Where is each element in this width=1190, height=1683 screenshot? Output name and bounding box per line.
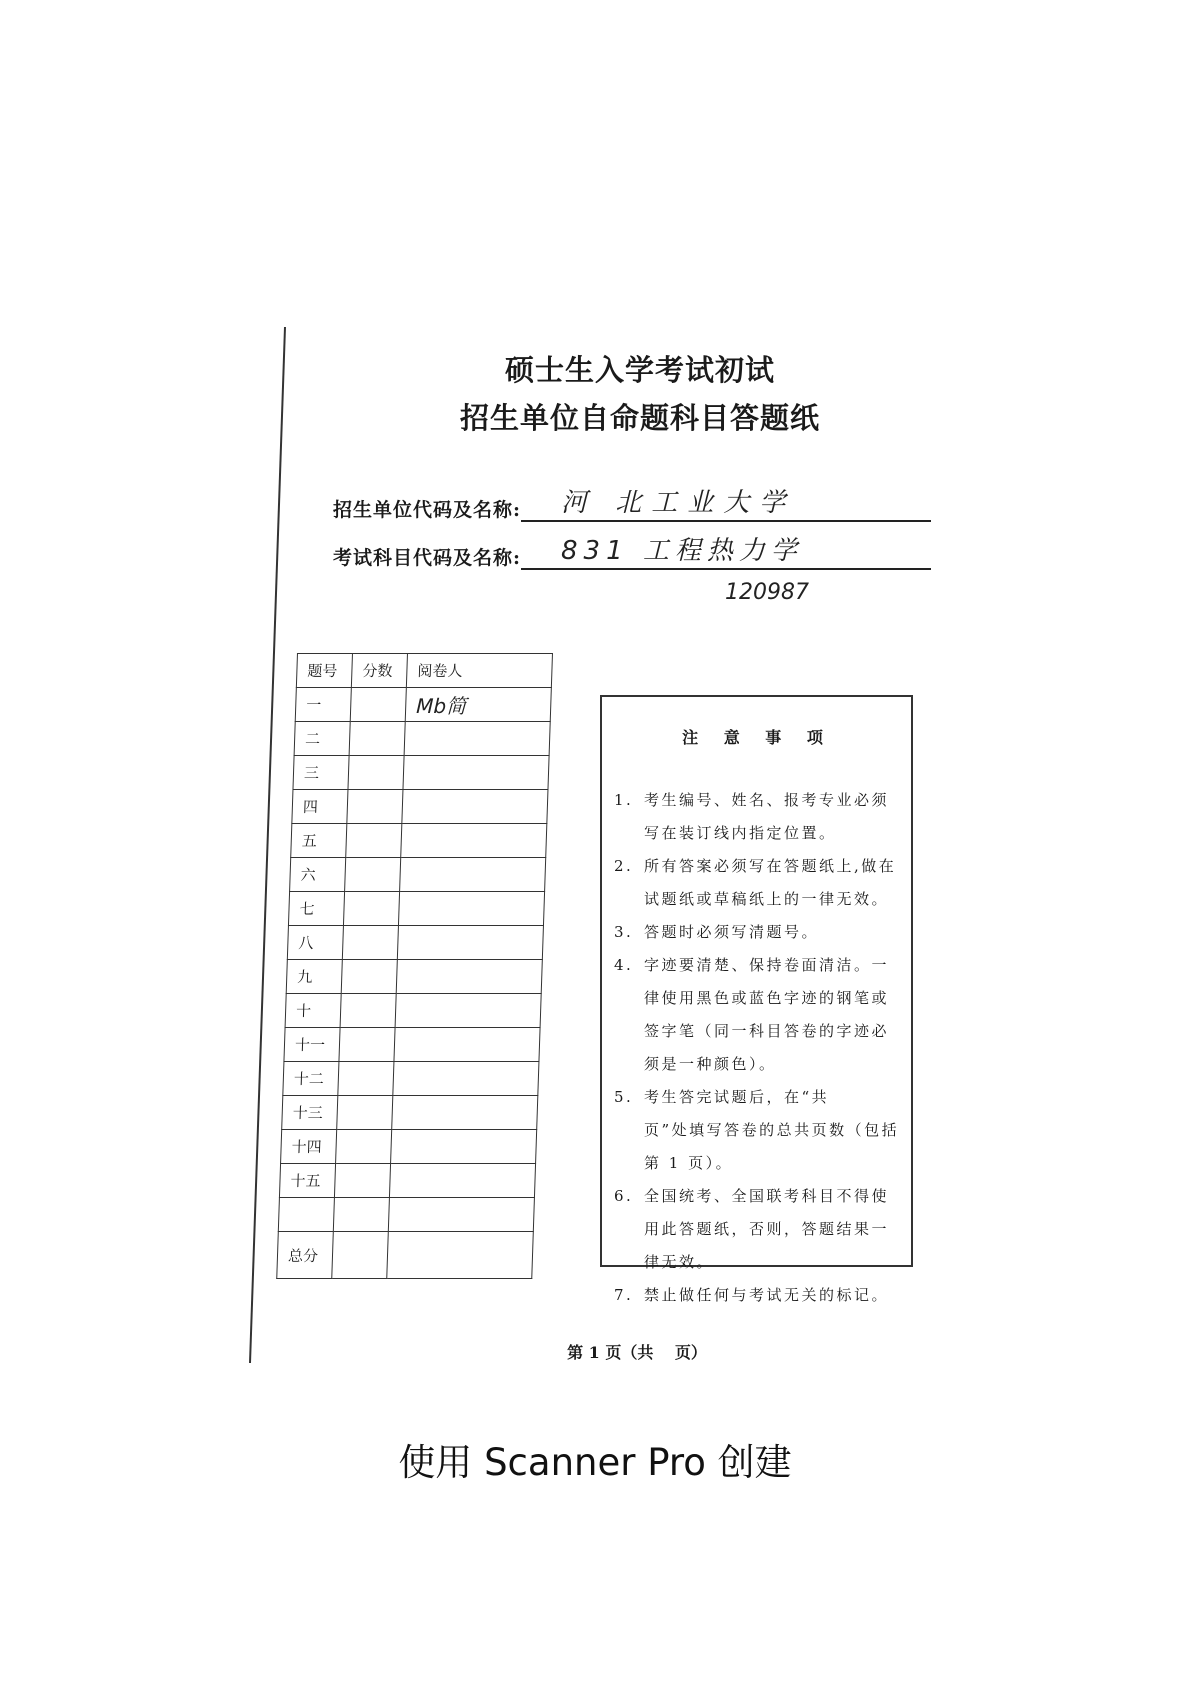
score-cell (334, 1164, 390, 1198)
page-footer: 第 1 页（共 页） (567, 1343, 707, 1362)
field-label: 考试科目代码及名称: (333, 547, 522, 569)
score-cell (333, 1198, 389, 1232)
score-table (276, 653, 553, 1279)
question-number (278, 1198, 334, 1232)
table-header-row (296, 654, 552, 688)
score-cell (336, 1130, 392, 1164)
grader-cell (397, 926, 543, 960)
grader-cell (392, 1096, 538, 1130)
question-number: 一 (295, 688, 351, 722)
grader-cell (396, 960, 542, 994)
scanner-caption: 使用 Scanner Pro 创建 (398, 1441, 792, 1484)
score-cell (337, 1096, 393, 1130)
score-cell (348, 756, 404, 790)
total-label: 总分 (277, 1232, 334, 1279)
score-cell (340, 994, 396, 1028)
score-cell (347, 790, 403, 824)
grader-cell (391, 1130, 537, 1164)
score-cell (342, 926, 398, 960)
note-item (614, 850, 901, 916)
grader-cell (402, 790, 548, 824)
note-number: 1. (614, 791, 634, 809)
question-number: 十四 (281, 1130, 337, 1164)
table-row (279, 1164, 535, 1198)
field-value: 河 北工业大学 (521, 486, 931, 522)
score-cell (338, 1062, 394, 1096)
question-number: 十 (285, 994, 341, 1028)
note-item (614, 1081, 901, 1180)
grader-cell (394, 1028, 540, 1062)
grader-cell (388, 1198, 534, 1232)
note-number: 3. (614, 923, 634, 941)
table-row (283, 1062, 539, 1096)
note-number: 7. (614, 1286, 634, 1304)
table-row (287, 926, 543, 960)
total-grader (387, 1232, 534, 1279)
note-text: 禁止做任何与考试无关的标记。 (644, 1286, 890, 1304)
field-subject (333, 534, 931, 570)
note-item (614, 1279, 901, 1312)
question-number: 十二 (283, 1062, 339, 1096)
table-row (284, 1028, 540, 1062)
note-item (614, 949, 901, 1081)
score-cell (345, 858, 401, 892)
note-text: 所有答案必须写在答题纸上,做在试题纸或草稿纸上的一律无效。 (644, 857, 897, 908)
note-text: 答题时必须写清题号。 (644, 923, 820, 941)
grader-cell (393, 1062, 539, 1096)
grader-cell: Mb简 (405, 688, 551, 722)
question-number: 二 (294, 722, 350, 756)
grader-cell (389, 1164, 535, 1198)
score-cell (350, 688, 406, 722)
note-text: 全国统考、全国联考科目不得使用此答题纸，否则，答题结果一律无效。 (644, 1187, 890, 1271)
question-number: 十五 (279, 1164, 335, 1198)
score-cell (349, 722, 405, 756)
question-number: 三 (293, 756, 349, 790)
table-row (278, 1198, 534, 1232)
grader-cell (395, 994, 541, 1028)
table-row (285, 994, 541, 1028)
note-item (614, 784, 901, 850)
header-no: 题号 (296, 654, 352, 688)
handwritten-code: 120987 (725, 580, 809, 605)
note-text: 字迹要清楚、保持卷面清洁。一律使用黑色或蓝色字迹的钢笔或签字笔（同一科目答卷的字迹必须是一种颜色）。 (644, 956, 890, 1073)
total-row (277, 1232, 534, 1279)
note-item (614, 916, 901, 949)
grader-cell (398, 892, 544, 926)
table-row (295, 688, 551, 722)
grader-cell (403, 756, 549, 790)
question-number: 九 (286, 960, 342, 994)
note-text: 考生答完试题后，在“共 页”处填写答卷的总共页数（包括第 1 页）。 (644, 1088, 900, 1172)
question-number: 五 (291, 824, 347, 858)
grader-cell (404, 722, 550, 756)
table-row (291, 824, 547, 858)
field-label: 招生单位代码及名称: (333, 499, 522, 521)
table-row (290, 858, 546, 892)
score-cell (343, 892, 399, 926)
title-line2: 招生单位自命题科目答题纸 (459, 401, 820, 435)
question-number: 七 (288, 892, 344, 926)
header-grader: 阅卷人 (406, 654, 552, 688)
field-institution (333, 486, 931, 522)
note-number: 6. (614, 1187, 634, 1205)
score-cell (346, 824, 402, 858)
question-number: 八 (287, 926, 343, 960)
note-number: 4. (614, 956, 634, 974)
notes-box (600, 695, 913, 1304)
grader-cell (401, 824, 547, 858)
notes-title: 注 意 事 项 (682, 728, 833, 747)
question-number: 六 (290, 858, 346, 892)
table-row (292, 790, 548, 824)
note-number: 2. (614, 857, 634, 875)
question-number: 十一 (284, 1028, 340, 1062)
table-row (293, 756, 549, 790)
note-number: 5. (614, 1088, 634, 1106)
question-number: 十三 (282, 1096, 338, 1130)
score-cell (339, 1028, 395, 1062)
note-item (614, 1180, 901, 1279)
title-line1: 硕士生入学考试初试 (504, 353, 775, 387)
table-row (286, 960, 542, 994)
field-value: 831 工程热力学 (521, 534, 931, 570)
note-text: 考生编号、姓名、报考专业必须写在装订线内指定位置。 (644, 791, 890, 842)
total-score (332, 1232, 389, 1279)
table-row (282, 1096, 538, 1130)
table-row (294, 722, 550, 756)
table-row (288, 892, 544, 926)
grader-cell (400, 858, 546, 892)
table-row (281, 1130, 537, 1164)
score-cell (341, 960, 397, 994)
header-score: 分数 (351, 654, 407, 688)
question-number: 四 (292, 790, 348, 824)
